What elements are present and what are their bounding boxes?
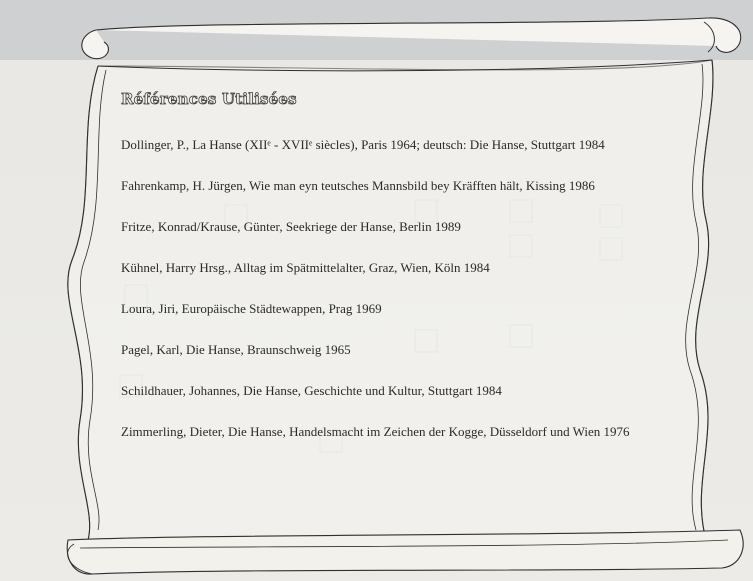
reference-item: Dollinger, P., La Hanse (XIIᵉ - XVIIᵉ siècles), Paris 1964; deutsch: Die Hanse, Stuttgart 1984 [121, 137, 605, 152]
section-heading: Références Utilisées [121, 90, 297, 108]
reference-item: Schildhauer, Johannes, Die Hanse, Geschichte und Kultur, Stuttgart 1984 [121, 383, 502, 398]
reference-item: Zimmerling, Dieter, Die Hanse, Handelsmacht im Zeichen der Kogge, Düsseldorf und Wien 1976 [121, 424, 630, 439]
reference-item: Loura, Jiri, Europäische Städtewappen, Prag 1969 [121, 301, 382, 316]
reference-list [121, 135, 681, 463]
reference-item: Pagel, Karl, Die Hanse, Braunschweig 1965 [121, 342, 351, 357]
reference-item: Kühnel, Harry Hrsg., Alltag im Spätmittelalter, Graz, Wien, Köln 1984 [121, 260, 490, 275]
reference-item: Fahrenkamp, H. Jürgen, Wie man eyn teutsches Mannsbild bey Kräfften hält, Kissing 1986 [121, 178, 595, 193]
reference-item: Fritze, Konrad/Krause, Günter, Seekriege der Hanse, Berlin 1989 [121, 219, 461, 234]
